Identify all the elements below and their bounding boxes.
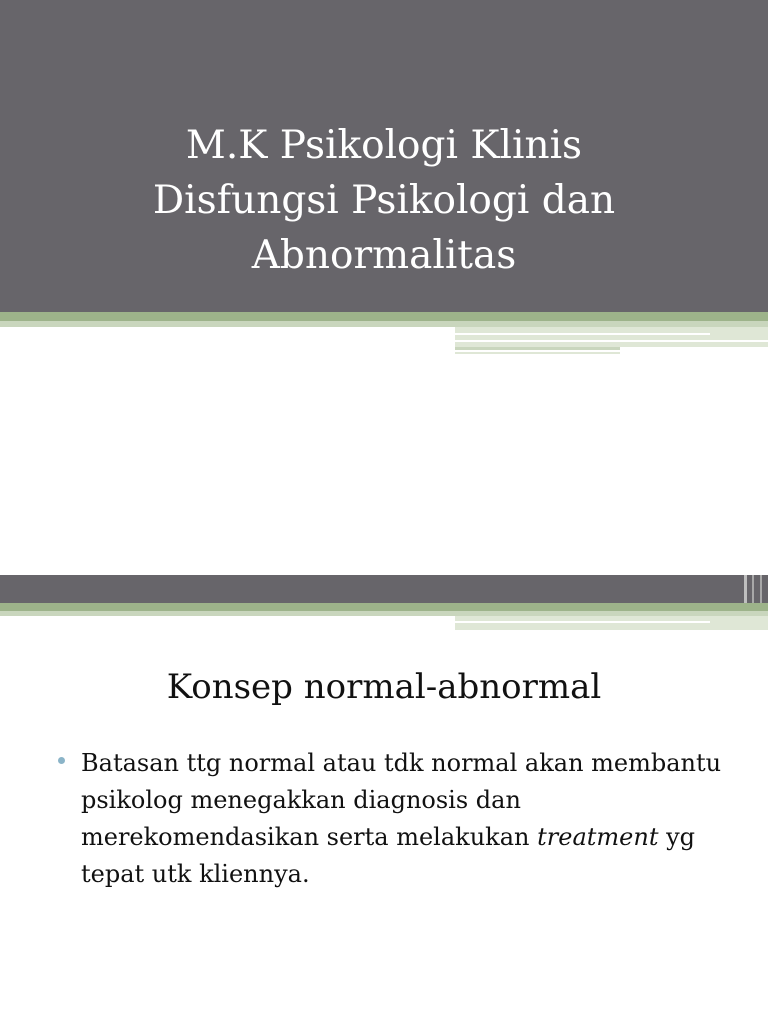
- accent-line: [455, 340, 768, 342]
- green-accent-stripe: [0, 603, 768, 611]
- accent-line: [455, 333, 710, 335]
- accent-line: [455, 352, 620, 354]
- bullet-text: [81, 745, 746, 893]
- edge-line: [760, 575, 762, 603]
- bullet-text-part1: Batasan ttg normal atau tdk normal akan membantu psikolog menegakkan diagnosis dan merekomendasikan serta melakukan: [81, 749, 722, 851]
- bullet-text-part2: yg tepat utk kliennya.: [81, 823, 696, 888]
- edge-line: [744, 575, 747, 603]
- edge-line: [752, 575, 754, 603]
- title-line-1: M.K Psikologi Klinis: [185, 123, 583, 168]
- slide-title: [0, 118, 768, 283]
- accent-block: [455, 616, 768, 630]
- header-banner: [0, 575, 768, 603]
- accent-line: [455, 621, 710, 623]
- bullet-marker: [58, 757, 65, 764]
- content-slide: [0, 575, 768, 1024]
- slide-heading: Konsep normal-abnormal: [166, 667, 602, 707]
- accent-block: [455, 327, 768, 347]
- title-line-3: Abnormalitas: [251, 233, 517, 278]
- green-accent-stripe: [0, 312, 768, 321]
- bullet-text-emphasis: treatment: [537, 823, 659, 851]
- title-line-2: Disfungsi Psikologi dan: [152, 178, 616, 223]
- accent-line: [455, 347, 620, 350]
